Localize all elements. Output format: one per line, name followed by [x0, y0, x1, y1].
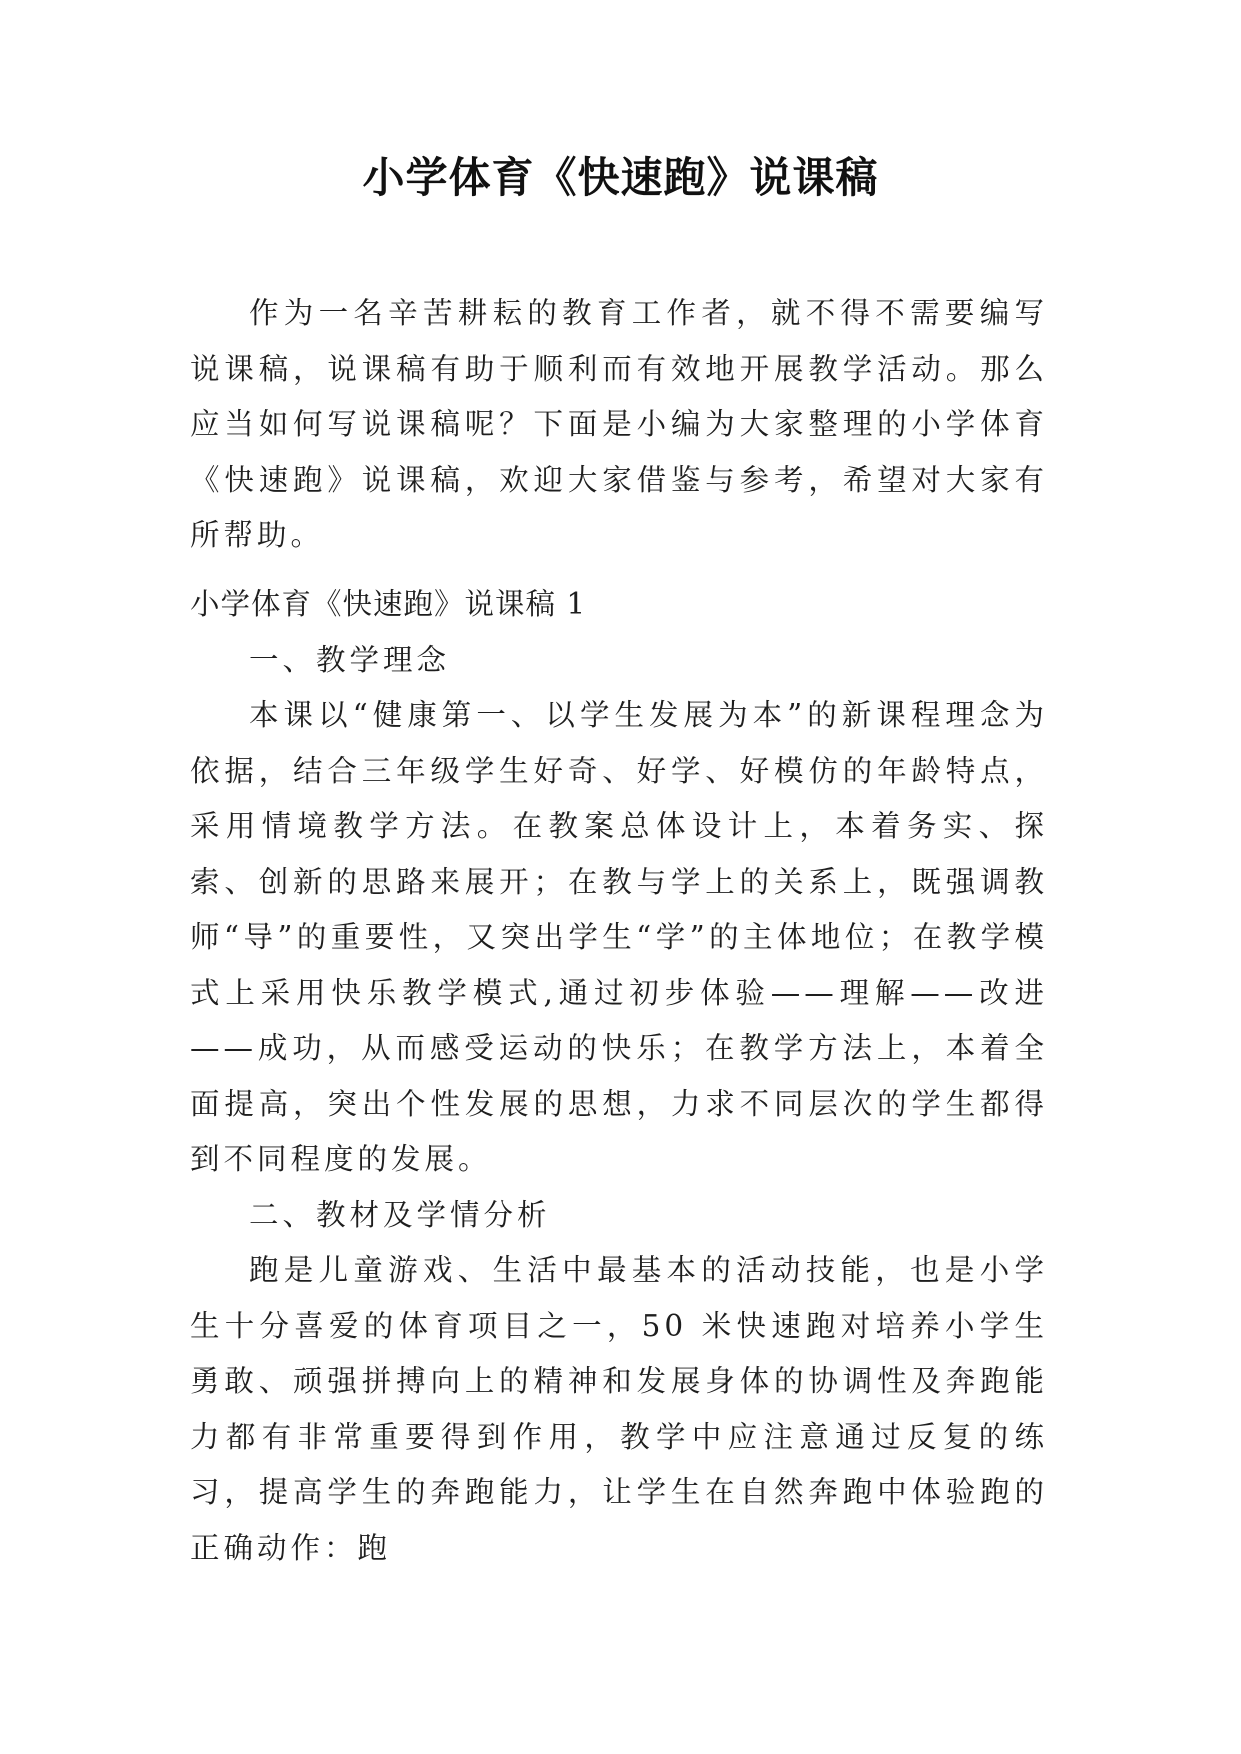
section-heading-teaching-philosophy: 一、教学理念 — [249, 642, 451, 677]
intro-block — [190, 286, 1048, 564]
paragraph-material-analysis: 跑是儿童游戏、生活中最基本的活动技能，也是小学生十分喜爱的体育项目之一，50 米快速跑对培养小学生勇敢、顽强拼搏向上的精神和发展身体的协调性及奔跑能力都有非常重要得到作用，教学中应注意通过反复的练习，提高学生的奔跑能力，让学生在自然奔跑中体验跑的正确动作：跑 — [190, 1253, 1048, 1565]
section-heading-material-analysis: 二、教材及学情分析 — [249, 1197, 551, 1232]
content-block — [190, 577, 1048, 1576]
document-title: 小学体育《快速跑》说课稿 — [362, 153, 879, 202]
section-title: 小学体育《快速跑》说课稿 1 — [190, 587, 587, 621]
paragraph-teaching-philosophy: 本课以“健康第一、以学生发展为本”的新课程理念为依据，结合三年级学生好奇、好学、好模仿的年龄特点，采用情境教学方法。在教案总体设计上，本着务实、探索、创新的思路来展开；在教与学上的关系上，既强调教师“导”的重要性，又突出学生“学”的主体地位；在教学模式上采用快乐教学模式,通过初步体验——理解——改进——成功，从而感受运动的快乐；在教学方法上，本着全面提高，突出个性发展的思想，力求不同层次的学生都得到不同程度的发展。 — [190, 698, 1048, 1176]
intro-paragraph: 作为一名辛苦耕耘的教育工作者，就不得不需要编写说课稿，说课稿有助于顺利而有效地开展教学活动。那么应当如何写说课稿呢？下面是小编为大家整理的小学体育《快速跑》说课稿，欢迎大家借鉴与参考，希望对大家有所帮助。 — [190, 296, 1048, 552]
